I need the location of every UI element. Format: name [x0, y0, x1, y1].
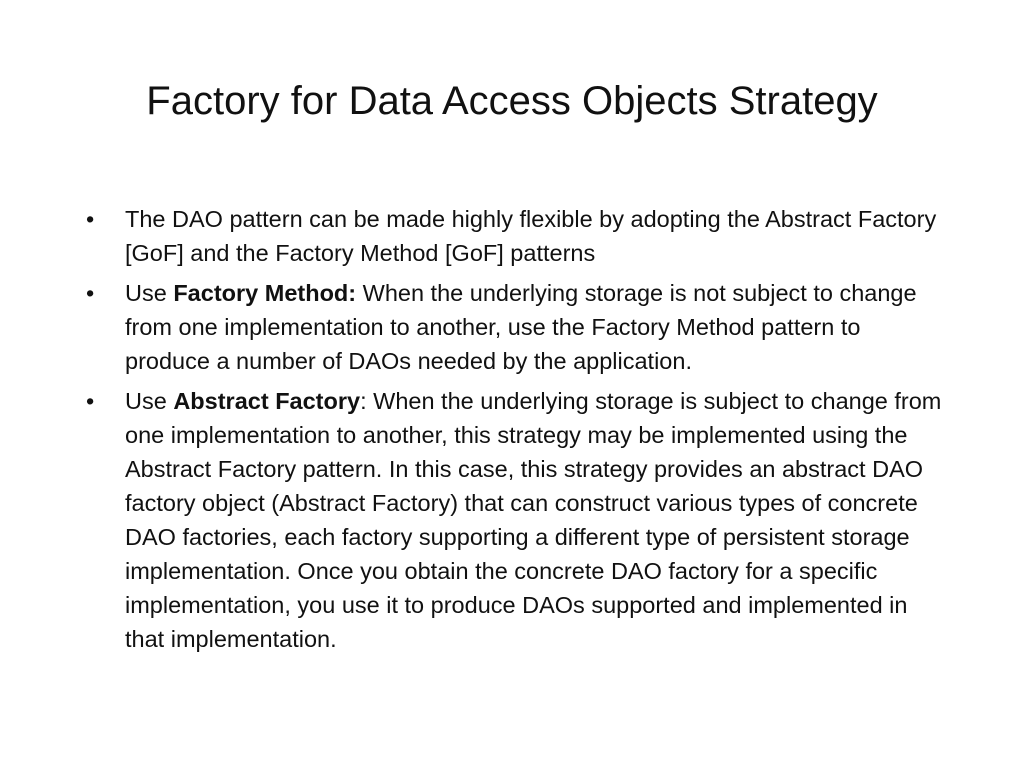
- bullet-item-dao-pattern: [86, 202, 946, 270]
- bullet-item-abstract-factory: [86, 384, 946, 656]
- slide-title: Factory for Data Access Objects Strategy: [146, 79, 878, 123]
- bullet-bold-term: Factory Method:: [173, 280, 357, 306]
- bullet-prefix: Use: [125, 388, 174, 414]
- bullet-prefix: Use: [125, 280, 174, 306]
- bullet-bold-term: Abstract Factory: [173, 388, 361, 414]
- bullet-marker: •: [86, 206, 95, 232]
- bullet-text: When the underlying storage is not subject to change from one implementation to another, use the Factory Method pattern to produce a number of DAOs needed by the application.: [125, 280, 917, 374]
- bullet-text: : When the underlying storage is subject to change from one implementation to another, this strategy may be implemented using the Abstract Factory pattern. In this case, this strategy provides an abstract DAO factory object (Abstract Factory) that can construct various types of concrete DAO factories, each factory supporting a different type of persistent storage implementation. Once you obtain the concrete DAO factory for a specific implementation, you use it to produce DAOs supported and implemented in that implementation.: [125, 388, 942, 652]
- bullet-list: [86, 202, 946, 662]
- bullet-text: The DAO pattern can be made highly flexible by adopting the Abstract Factory [GoF] and the Factory Method [GoF] patterns: [125, 206, 937, 266]
- bullet-marker: •: [86, 280, 95, 306]
- bullet-item-factory-method: [86, 276, 946, 378]
- bullet-marker: •: [86, 388, 95, 414]
